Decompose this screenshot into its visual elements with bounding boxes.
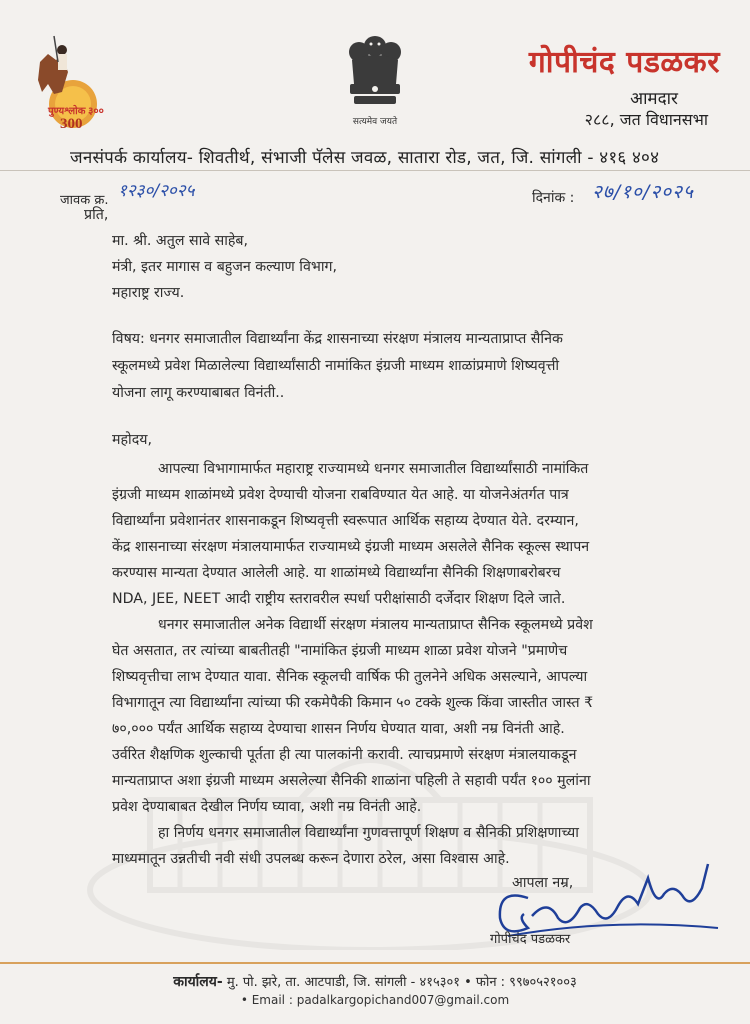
emblem-motto: सत्यमेव जयते	[352, 117, 398, 127]
recipient-line-2: मंत्री, इतर मागास व बहुजन कल्याण विभाग,	[112, 259, 337, 275]
footer-office	[0, 972, 750, 991]
footer-email	[0, 993, 750, 1007]
footer-office-address: मु. पो. झरे, ता. आटपाडी, जि. सांगली - ४१५३०१ • फोन : ९९७०५२१००३	[226, 975, 577, 990]
recipient-line-1: मा. श्री. अतुल सावे साहेब,	[112, 233, 249, 249]
sender-name-title: गोपीचंद पडळकर	[528, 45, 720, 80]
para2-line: विभागातून त्या विद्यार्थ्यांना त्यांच्या फी रकमेपैकी किमान ५० टक्के शुल्क किंवा जास्तीत जास्त ₹	[112, 695, 594, 711]
sender-constituency: २८८, जत विधानसभा	[584, 110, 708, 129]
para2-line: उर्वरित शैक्षणिक शुल्काची पूर्तता ही त्या पालकांनी करावी. त्याचप्रमाणे संरक्षण मंत्रालयाकडून	[112, 747, 577, 763]
subject-line-3: योजना लागू करण्याबाबत विनंती..	[112, 385, 285, 401]
para2-line: ७०,००० पर्यंत आर्थिक सहाय्य देण्याचा शासन निर्णय घेण्यात यावा, अशी नम्र विनंती आहे.	[112, 721, 565, 737]
recipient-line-3: महाराष्ट्र राज्य.	[112, 285, 185, 301]
punyashlok-300-logo	[18, 32, 108, 132]
logo-caption: पुण्यश्लोक ३००	[48, 106, 104, 117]
date-value: २७/१०/२०२५	[592, 181, 694, 203]
recipient-prati: प्रति,	[84, 207, 109, 223]
footer-email-address[interactable]: padalkargopichand007@gmail.com	[296, 993, 510, 1007]
closing-text: आपला नम्र,	[512, 875, 574, 891]
para2-line: घेत असतात, तर त्यांच्या बाबतीतही "नामांकित इंग्रजी माध्यम शाळा प्रवेश योजने "प्रमाणेच	[112, 643, 568, 659]
salutation: महोदय,	[112, 432, 152, 448]
signatory-name: गोपीचंद पडळकर	[490, 932, 571, 947]
sender-designation: आमदार	[630, 89, 678, 109]
para1-line: विद्यार्थ्यांना प्रवेशानंतर शासनाकडून शिष्यवृत्ती स्वरूपात आर्थिक सहाय्य देण्यात येते. दरम्यान,	[112, 513, 579, 529]
para3-line: हा निर्णय धनगर समाजातील विद्यार्थ्यांना गुणवत्तापूर्ण शिक्षण व सैनिकी प्रशिक्षणाच्या	[158, 825, 579, 841]
para1-line: आपल्या विभागामार्फत महाराष्ट्र राज्यामध्ये धनगर समाजातील विद्यार्थ्यांसाठी नामांकित	[158, 461, 589, 477]
footer-divider	[0, 962, 750, 964]
header-divider	[0, 170, 750, 171]
para2-line: शिष्यवृत्तीचा लाभ देण्यात यावा. सैनिक स्कूलची वार्षिक फी तुलनेने अधिक असल्याने, आपल्या	[112, 669, 588, 685]
state-emblem-icon	[332, 26, 418, 126]
para2-line: धनगर समाजातील अनेक विद्यार्थी संरक्षण मंत्रालय मान्यताप्राप्त सैनिक स्कूलमध्ये प्रवेश	[158, 617, 593, 633]
para1-line: केंद्र शासनाच्या संरक्षण मंत्रालयामार्फत राज्यामध्ये इंग्रजी माध्यम असलेले सैनिक स्कूल्स स्थापन	[112, 539, 590, 555]
outward-number-value: १२३०/२०२५	[118, 181, 195, 201]
svg-text:300: 300	[60, 116, 83, 132]
subject-line-1: विषय: धनगर समाजातील विद्यार्थ्यांना केंद्र शासनाच्या संरक्षण मंत्रालय मान्यताप्राप्त सैनिक	[112, 331, 563, 347]
date-label: दिनांक :	[532, 190, 575, 206]
contact-office-address: जनसंपर्क कार्यालय- शिवतीर्थ, संभाजी पॅलेस जवळ, सातारा रोड, जत, जि. सांगली - ४१६ ४०४	[70, 148, 660, 168]
para1-line: इंग्रजी माध्यम शाळांमध्ये प्रवेश देण्याची योजना राबविण्यात येत आहे. या योजनेअंतर्गत पात्र	[112, 487, 569, 503]
footer-office-label: कार्यालय-	[173, 974, 223, 990]
subject-line-2: स्कूलमध्ये प्रवेश मिळालेल्या विद्यार्थ्यांसाठी नामांकित इंग्रजी माध्यम शाळांप्रमाणे शिष्यवृत्ती	[112, 358, 560, 374]
para1-line: NDA, JEE, NEET आदी राष्ट्रीय स्तरावरील स्पर्धा परीक्षांसाठी दर्जेदार शिक्षण दिले जाते.	[112, 591, 566, 607]
outward-number-label: जावक क्र.	[60, 193, 109, 208]
para2-line: प्रवेश देण्याबाबत देखील निर्णय घ्यावा, अशी नम्र विनंती आहे.	[112, 799, 422, 815]
para2-line: मान्यताप्राप्त अशा इंग्रजी माध्यम असलेल्या सैनिकी शाळांना पहिली ते सहावी पर्यंत १०० मुलांना	[112, 773, 591, 789]
footer-email-label: • Email :	[240, 993, 293, 1007]
para1-line: करण्यास मान्यता देण्यात आलेली आहे. या शाळांमध्ये विद्यार्थ्यांना सैनिकी शिक्षणाबरोबरच	[112, 565, 561, 581]
para3-line: माध्यमातून उन्नतीची नवी संधी उपलब्ध करून देणारा ठरेल, असा विश्वास आहे.	[112, 851, 510, 867]
